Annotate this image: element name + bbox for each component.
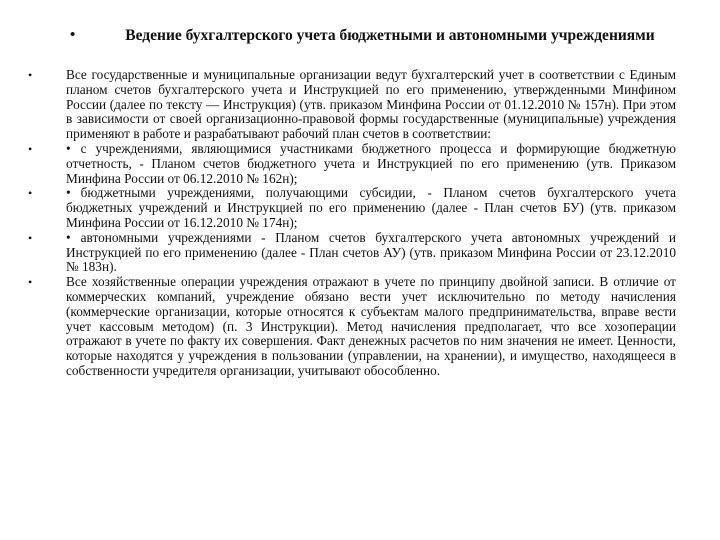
paragraph-text: Все государственные и муниципальные организации ведут бухгалтерский учет в соответствии с Единым планом счетов бухгалтерского учета и Инструкцией по его применению, утвержденными Минфином России (далее по тексту — Инструкция) (утв. приказом Минфина России от 01.12.2010 № 157н). При этом в зависимости от своей организационно-правовой формы государственные (муниципальные) учреждения применяют в работе и разрабатывают рабочий план счетов в соответствии: — [66, 67, 676, 142]
paragraph-bullet: • — [28, 230, 33, 245]
paragraph-bullet: • — [28, 141, 33, 156]
paragraph — [28, 186, 676, 230]
paragraph — [28, 142, 676, 186]
slide-body — [28, 68, 676, 379]
paragraph — [28, 275, 676, 379]
paragraph-text: автономными учреждениями - Планом счетов бухгалтерского учета автономных учреждений и Инструкцией по его применению (далее - План счетов АУ) (утв. приказом Минфина России от 23.12.2010 № 183н). — [66, 229, 676, 275]
paragraph-bullet: • — [28, 68, 33, 82]
paragraph — [28, 231, 676, 275]
paragraph-bullet: • — [28, 275, 33, 290]
paragraph-text: Все хозяйственные операции учреждения отражают в учете по принципу двойной записи. В отличие от коммерческих компаний, учреждение обязано вести учет исключительно по методу начисления (коммерческие организации, которые относятся к субъектам малого предпринимательства, вправе вести учет кассовым методом) (п. 3 Инструкции). Метод начисления предполагает, что все хозоперации отражают в учете по факту их совершения. Факт денежных расчетов по ним значения не имеет. Ценности, которые находятся у учреждения в пользовании (управлении, на хранении), и имущество, находящееся в собственности учредителя организации, учитывают обособленно. — [66, 274, 676, 378]
inner-bullet: • — [66, 185, 71, 201]
title-text: Ведение бухгалтерского учета бюджетными и автономными учреждениями — [125, 27, 655, 44]
inner-bullet: • — [66, 140, 71, 156]
paragraph-text: с учреждениями, являющимися участниками бюджетного процесса и формирующие бюджетную отчетность, - Планом счетов бюджетного учета и Инструкцией по его применению (утв. Приказом Минфина России от 06.12.2010 № 162н); — [66, 140, 676, 186]
title-bullet: • — [70, 27, 76, 43]
inner-bullet: • — [66, 229, 71, 245]
paragraph-bullet: • — [28, 186, 33, 201]
paragraph — [28, 68, 676, 142]
paragraph-text: бюджетными учреждениями, получающими субсидии, - Планом счетов бухгалтерского учета бюджетных учреждений и Инструкцией по его применению (далее - План счетов БУ) (утв. приказом Минфина России от 16.12.2010 № 174н); — [66, 185, 676, 230]
slide-title — [70, 27, 690, 44]
